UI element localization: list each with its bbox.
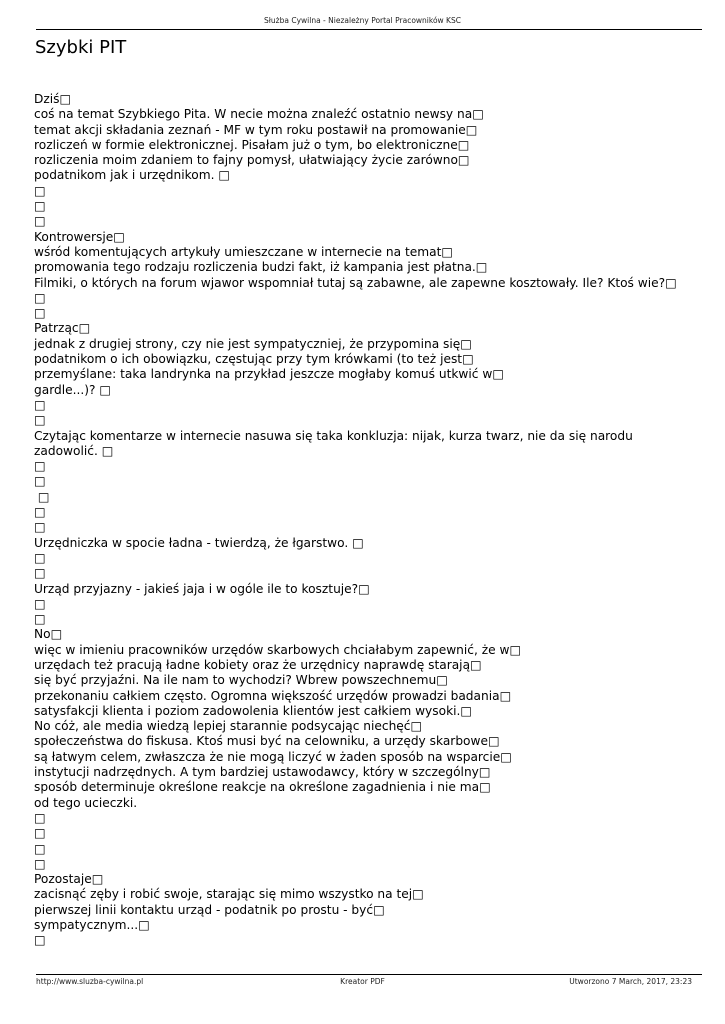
text-line: urzędach też pracują ładne kobiety oraz że urzędnicy naprawdę starają□ bbox=[34, 657, 482, 672]
text-line: □ bbox=[34, 612, 46, 627]
text-line: od tego ucieczki. bbox=[34, 795, 138, 810]
text-line: □ bbox=[34, 550, 46, 565]
text-line: więc w imieniu pracowników urzędów skarbowych chciałabym zapewnić, że w□ bbox=[34, 642, 521, 657]
footer-created-date: Utworzono 7 March, 2017, 23:23 bbox=[569, 977, 692, 986]
text-line: □ bbox=[34, 183, 46, 198]
document-title: Szybki PIT bbox=[35, 37, 127, 58]
text-line: sposób determinuje określone reakcje na określone zagadnienia i nie ma□ bbox=[34, 780, 491, 795]
text-line: przemyślane: taka landrynka na przykład jeszcze mogłaby komuś utkwić w□ bbox=[34, 367, 504, 382]
text-line: No□ bbox=[34, 627, 63, 642]
header-divider bbox=[36, 29, 702, 30]
text-line: □ bbox=[34, 826, 46, 841]
text-line: □ bbox=[34, 306, 46, 321]
text-line: □ bbox=[34, 841, 46, 856]
text-line: Urzędniczka w spocie ładna - twierdzą, że łgarstwo. □ bbox=[34, 535, 364, 550]
text-line: □ bbox=[34, 489, 50, 504]
text-line: □ bbox=[34, 459, 46, 474]
text-line: □ bbox=[34, 290, 46, 305]
text-line: □ bbox=[34, 413, 46, 428]
text-line: □ bbox=[34, 520, 46, 535]
text-line: przekonaniu całkiem często. Ogromna większość urzędów prowadzi badania□ bbox=[34, 688, 512, 703]
text-line: podatnikom jak i urzędnikom. □ bbox=[34, 168, 230, 183]
text-line: Patrząc□ bbox=[34, 321, 91, 336]
text-line: pierwszej linii kontaktu urząd - podatnik po prostu - być□ bbox=[34, 902, 385, 917]
text-line: □ bbox=[34, 810, 46, 825]
text-line: zacisnąć zęby i robić swoje, starając się mimo wszystko na tej□ bbox=[34, 887, 424, 902]
text-line: Filmiki, o których na forum wjawor wspomniał tutaj są zabawne, ale zapewne kosztowały. Ile? Ktoś wie?□ bbox=[34, 275, 677, 290]
page-header: Służba Cywilna - Niezależny Portal Pracowników KSC bbox=[264, 16, 461, 25]
text-line: □ bbox=[34, 856, 46, 871]
text-line: sympatycznym...□ bbox=[34, 918, 150, 933]
text-line: wśród komentujących artykuły umieszczane w internecie na temat□ bbox=[34, 244, 453, 259]
text-line: □ bbox=[34, 199, 46, 214]
text-line: No cóż, ale media wiedzą lepiej starannie podsycając niechęć□ bbox=[34, 719, 423, 734]
text-line: □ bbox=[34, 474, 46, 489]
text-line: zadowolić. □ bbox=[34, 443, 114, 458]
text-line: □ bbox=[34, 596, 46, 611]
article-body bbox=[34, 92, 694, 949]
text-line: instytucji nadrzędnych. A tym bardziej ustawodawcy, który w szczególny□ bbox=[34, 765, 491, 780]
text-line: Kontrowersje□ bbox=[34, 229, 125, 244]
text-line: Pozostaje□ bbox=[34, 872, 104, 887]
text-line: □ bbox=[34, 397, 46, 412]
text-line: są łatwym celem, zwłaszcza że nie mogą liczyć w żaden sposób na wsparcie□ bbox=[34, 749, 512, 764]
footer-url: http://www.sluzba-cywilna.pl bbox=[36, 977, 144, 986]
text-line: jednak z drugiej strony, czy nie jest sympatyczniej, że przypomina się□ bbox=[34, 336, 472, 351]
text-line: □ bbox=[34, 566, 46, 581]
text-line: Dziś□ bbox=[34, 92, 72, 106]
text-line: promowania tego rodzaju rozliczenia budzi fakt, iż kampania jest płatna.□ bbox=[34, 260, 488, 275]
text-line: gardle...)? □ bbox=[34, 382, 111, 397]
text-line: Czytając komentarze w internecie nasuwa się taka konkluzja: nijak, kurza twarz, nie da się narodu bbox=[34, 428, 633, 443]
footer-generator: Kreator PDF bbox=[340, 977, 385, 986]
text-line: temat akcji składania zeznań - MF w tym roku postawił na promowanie□ bbox=[34, 122, 478, 137]
text-line: podatnikom o ich obowiązku, częstując przy tym krówkami (to też jest□ bbox=[34, 352, 474, 367]
text-line: □ bbox=[34, 214, 46, 229]
text-line: społeczeństwa do fiskusa. Ktoś musi być na celowniku, a urzędy skarbowe□ bbox=[34, 734, 500, 749]
footer-divider bbox=[36, 974, 702, 975]
text-line: □ bbox=[34, 505, 46, 520]
text-line: się być przyjaźni. Na ile nam to wychodzi? Wbrew powszechnemu□ bbox=[34, 673, 448, 688]
text-line: rozliczeń w formie elektronicznej. Pisałam już o tym, bo elektroniczne□ bbox=[34, 137, 470, 152]
text-line: satysfakcji klienta i poziom zadowolenia klientów jest całkiem wysoki.□ bbox=[34, 703, 472, 718]
text-line: rozliczenia moim zdaniem to fajny pomysł, ułatwiający życie zarówno□ bbox=[34, 153, 470, 168]
text-line: □ bbox=[34, 933, 46, 948]
text-line: coś na temat Szybkiego Pita. W necie można znaleźć ostatnio newsy na□ bbox=[34, 107, 484, 122]
text-line: Urząd przyjazny - jakieś jaja i w ogóle ile to kosztuje?□ bbox=[34, 581, 370, 596]
